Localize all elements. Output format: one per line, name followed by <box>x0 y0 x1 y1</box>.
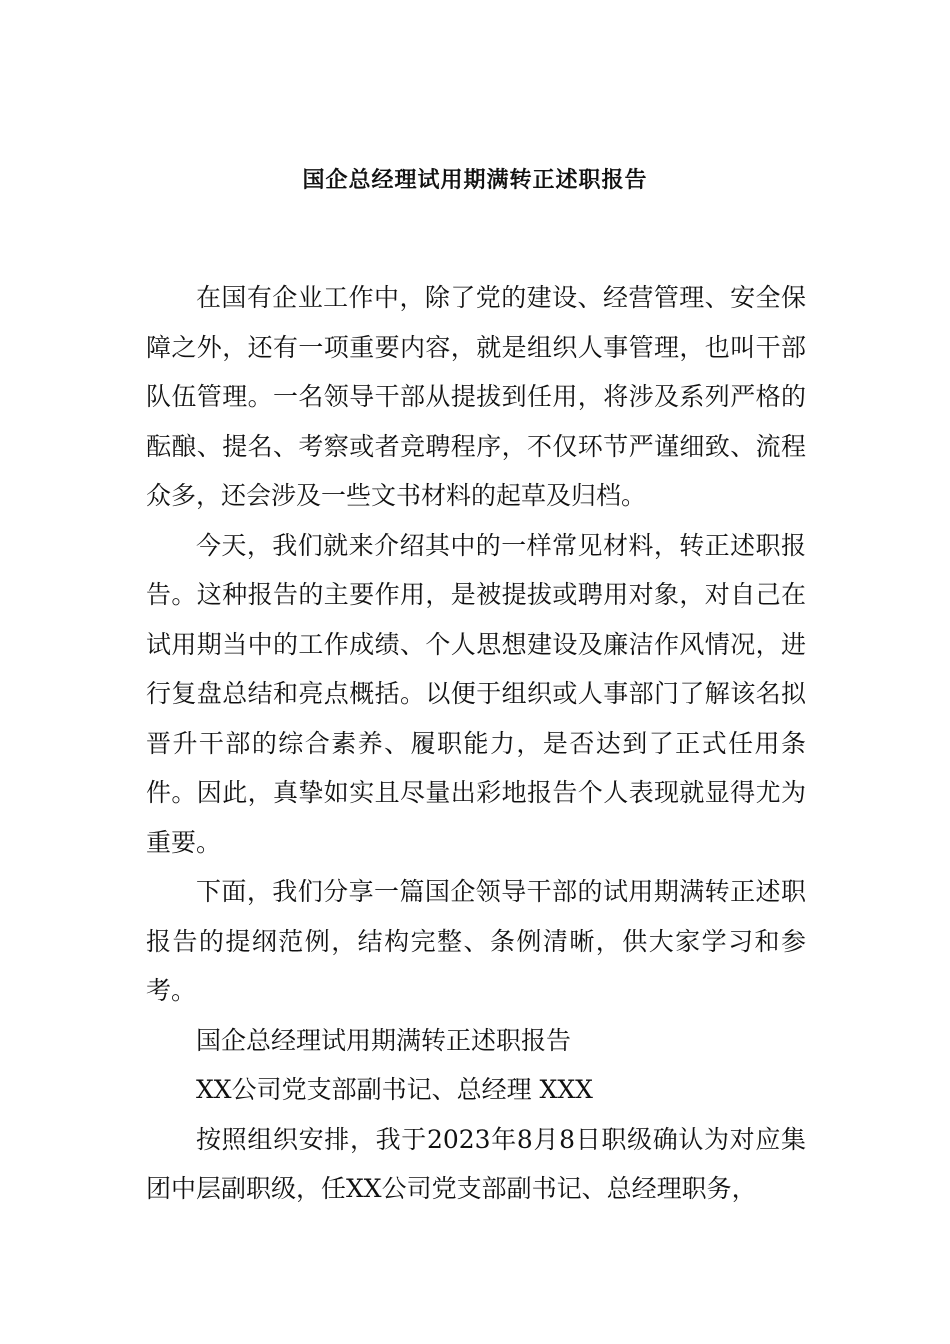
paragraph-report-title: 国企总经理试用期满转正述职报告 <box>196 1025 572 1055</box>
paragraph-author: XX公司党支部副书记、总经理 XXX <box>196 1075 593 1104</box>
paragraph-report-start: 按照组织安排，我于2023年8月8日职级确认为对应集团中层副职级，任XX公司党支部副书记、总经理职务， <box>146 1124 806 1203</box>
paragraph-intro: 在国有企业工作中，除了党的建设、经营管理、安全保障之外，还有一项重要内容，就是组织人事管理，也叫干部队伍管理。一名领导干部从提拔到任用，将涉及系列严格的酝酿、提名、考察或者竞聘程序，不仅环节严谨细致、流程众多，还会涉及一些文书材料的起草及归档。 <box>146 283 806 510</box>
document-title: 国企总经理试用期满转正述职报告 <box>302 167 648 193</box>
paragraph-share: 下面，我们分享一篇国企领导干部的试用期满转正述职报告的提纲范例，结构完整、条例清晰，供大家学习和参考。 <box>146 877 806 1005</box>
document-body <box>146 273 806 1214</box>
paragraph-purpose: 今天，我们就来介绍其中的一样常见材料，转正述职报告。这种报告的主要作用，是被提拔或聘用对象，对自己在试用期当中的工作成绩、个人思想建设及廉洁作风情况，进行复盘总结和亮点概括。以便于组织或人事部门了解该名拟晋升干部的综合素养、履职能力，是否达到了正式任用条件。因此，真挚如实且尽量出彩地报告个人表现就显得尤为重要。 <box>146 530 806 857</box>
